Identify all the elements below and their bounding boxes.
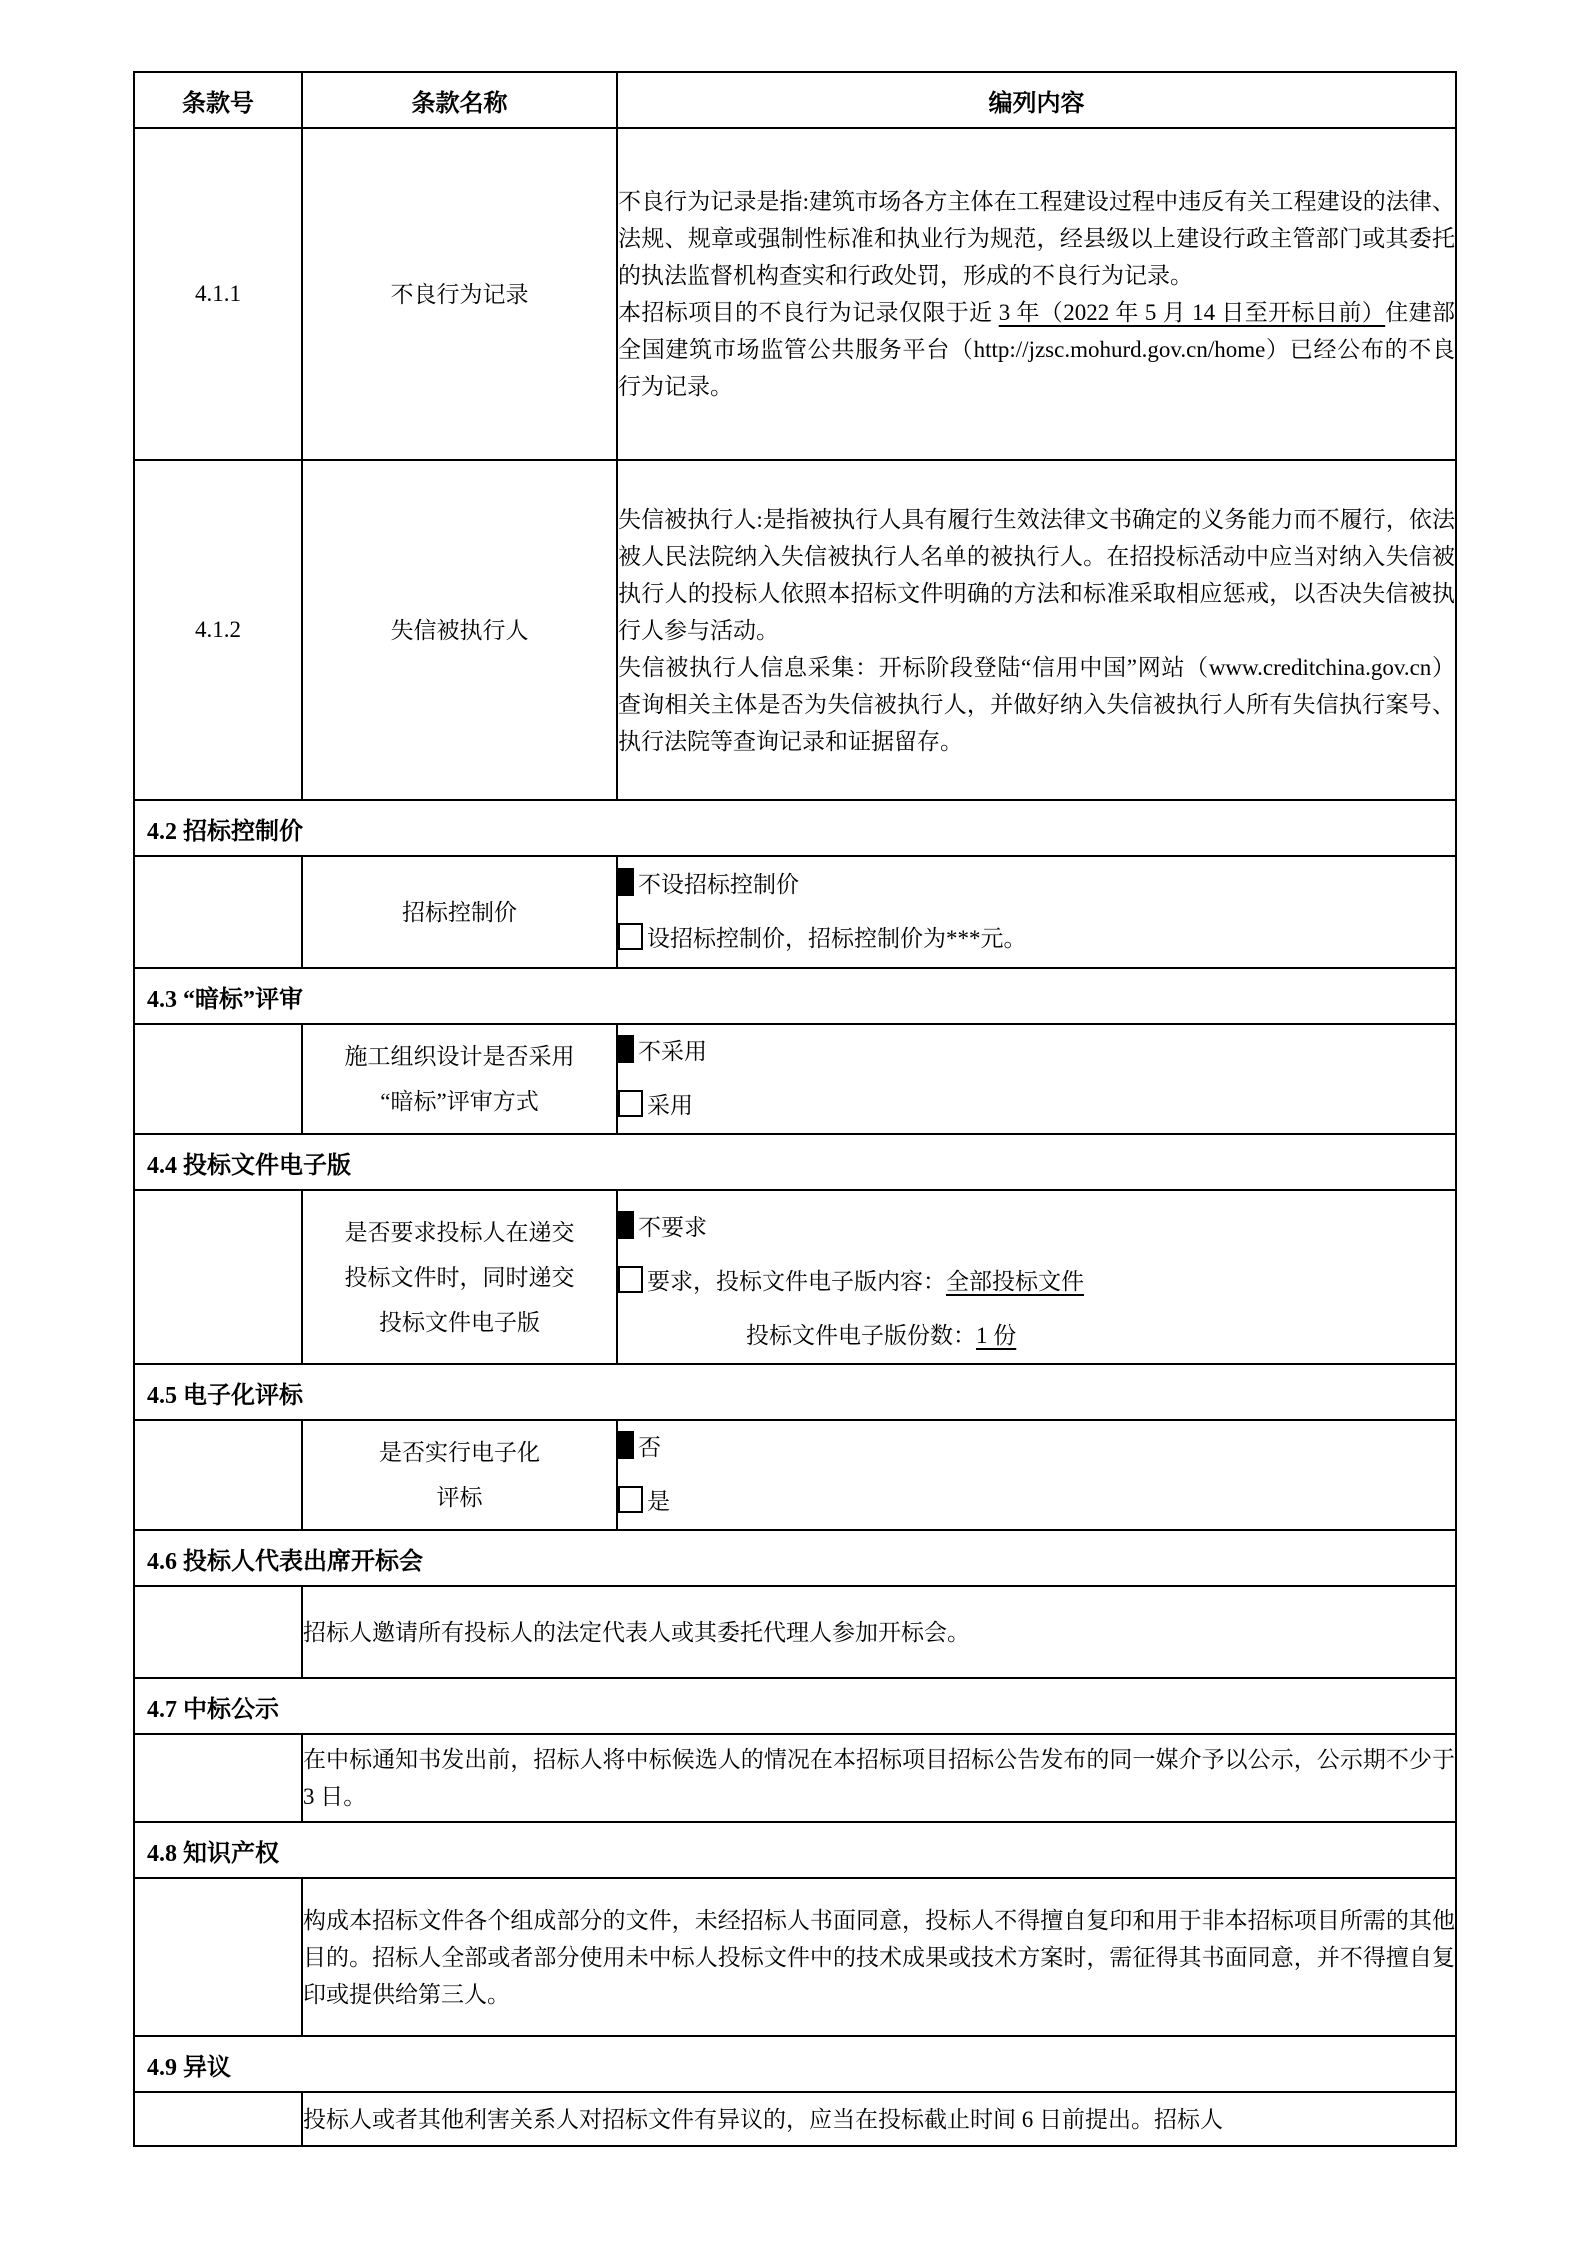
- row-4-1-1: [134, 128, 1456, 460]
- clause-name-line: “暗标”评审方式: [380, 1089, 539, 1114]
- clause-no-4-1-2: 4.1.2: [134, 460, 302, 800]
- option-line: [618, 1475, 1455, 1529]
- option-line: [618, 1255, 1455, 1309]
- clause-name-line: 投标文件电子版: [379, 1309, 540, 1335]
- clause-name-4-1-2: 失信被执行人: [302, 460, 617, 800]
- option-line: [618, 1201, 1455, 1255]
- clause-no-empty: [134, 1586, 302, 1678]
- clause-content-4-7: 在中标通知书发出前，招标人将中标候选人的情况在本招标项目招标公告发布的同一媒介予以公示，公示期不少于 3 日。: [302, 1734, 1456, 1822]
- option-label: 不要求: [638, 1215, 707, 1240]
- clause-name-4-1-1: 不良行为记录: [302, 128, 617, 460]
- option-label: 是: [647, 1489, 670, 1514]
- section-header-4-6: [134, 1530, 1456, 1586]
- section-header-4-9: [134, 2036, 1456, 2092]
- table-header-row: [134, 72, 1456, 128]
- section-title-4-9: 4.9 异议: [134, 2036, 1456, 2092]
- checkbox-icon: [618, 1211, 634, 1239]
- clause-content-4-3: [617, 1024, 1456, 1134]
- clause-name-line: 投标文件时，同时递交: [344, 1264, 575, 1290]
- row-4-3: [134, 1024, 1456, 1134]
- section-title-4-7: 4.7 中标公示: [134, 1678, 1456, 1734]
- checkbox-icon: [618, 1035, 634, 1063]
- option-line: [618, 912, 1455, 966]
- clause-content-4-2: [617, 856, 1456, 968]
- option-label: 采用: [647, 1093, 693, 1118]
- paragraph: 失信被执行人信息采集：开标阶段登陆“信用中国”网站（www.creditchina.gov.cn）查询相关主体是否为失信被执行人，并做好纳入失信被执行人所有失信执行案号、执行法院等查询记录和证据留存。: [618, 654, 1455, 754]
- clause-content-4-5: [617, 1420, 1456, 1530]
- option-label: 否: [638, 1435, 661, 1460]
- row-4-2: [134, 856, 1456, 968]
- option-label: 设招标控制价，招标控制价为***元。: [647, 926, 1027, 951]
- clause-no-empty: [134, 1024, 302, 1134]
- row-4-7: [134, 1734, 1456, 1822]
- clause-name-line: 招标控制价: [402, 899, 517, 925]
- clause-name-4-5: [302, 1420, 617, 1530]
- option-label: 不采用: [638, 1039, 707, 1064]
- clause-no-empty: [134, 1420, 302, 1530]
- section-header-4-7: [134, 1678, 1456, 1734]
- option-line: [618, 1025, 1455, 1079]
- section-title-4-4: 4.4 投标文件电子版: [134, 1134, 1456, 1190]
- clause-content-4-6: 招标人邀请所有投标人的法定代表人或其委托代理人参加开标会。: [302, 1586, 1456, 1678]
- header-clause-no: 条款号: [134, 72, 302, 128]
- clause-content-4-4: [617, 1190, 1456, 1364]
- clause-name-line: 是否实行电子化: [379, 1440, 540, 1465]
- section-title-4-6: 4.6 投标人代表出席开标会: [134, 1530, 1456, 1586]
- row-4-8: [134, 1878, 1456, 2036]
- clause-no-empty: [134, 1190, 302, 1364]
- row-4-9: [134, 2092, 1456, 2146]
- section-header-4-5: [134, 1364, 1456, 1420]
- paragraph: 本招标项目的不良行为记录仅限于近 3 年（2022 年 5 月 14 日至开标日前）住建部全国建筑市场监管公共服务平台（http://jzsc.mohurd.gov.cn/home）已经公布的不良行为记录。: [618, 300, 1456, 399]
- section-header-4-2: [134, 800, 1456, 856]
- section-title-4-8: 4.8 知识产权: [134, 1822, 1456, 1878]
- checkbox-icon: [618, 923, 643, 950]
- option-label: 要求，投标文件电子版内容：全部投标文件: [647, 1269, 1084, 1294]
- checkbox-icon: [618, 1090, 643, 1117]
- clause-no-empty: [134, 1878, 302, 2036]
- clause-name-4-3: [302, 1024, 617, 1134]
- checkbox-icon: [618, 1266, 643, 1293]
- section-title-4-3: 4.3 “暗标”评审: [134, 968, 1456, 1024]
- paragraph: 失信被执行人:是指被执行人具有履行生效法律文书确定的义务能力而不履行，依法被人民法院纳入失信被执行人名单的被执行人。在招投标活动中应当对纳入失信被执行人的投标人依照本招标文件明确的方法和标准采取相应惩戒，以否决失信被执行人参与活动。: [618, 506, 1455, 643]
- clause-content-4-1-2: [617, 460, 1456, 800]
- clause-no-4-1-1: 4.1.1: [134, 128, 302, 460]
- section-header-4-3: [134, 968, 1456, 1024]
- row-4-6: [134, 1586, 1456, 1678]
- option-line: [618, 1079, 1455, 1133]
- section-title-4-2: 4.2 招标控制价: [134, 800, 1456, 856]
- clause-no-empty: [134, 856, 302, 968]
- checkbox-icon: [618, 1431, 634, 1459]
- section-header-4-4: [134, 1134, 1456, 1190]
- section-header-4-8: [134, 1822, 1456, 1878]
- clause-name-line: 评标: [436, 1485, 483, 1510]
- option-line: [618, 858, 1455, 912]
- clause-name-line: 施工组织设计是否采用: [344, 1044, 575, 1069]
- checkbox-icon: [618, 1486, 643, 1513]
- header-content: 编列内容: [617, 72, 1456, 128]
- checkbox-icon: [618, 868, 634, 896]
- section-title-4-5: 4.5 电子化评标: [134, 1364, 1456, 1420]
- row-4-1-2: [134, 460, 1456, 800]
- option-line: [618, 1421, 1455, 1475]
- option-label: 投标文件电子版份数：1 份: [746, 1323, 1017, 1348]
- clause-no-empty: [134, 2092, 302, 2146]
- bid-clause-table: [133, 71, 1457, 2147]
- header-clause-name: 条款名称: [302, 72, 617, 128]
- clause-content-4-9: 投标人或者其他利害关系人对招标文件有异议的，应当在投标截止时间 6 日前提出。招标人: [302, 2092, 1456, 2146]
- paragraph: 不良行为记录是指:建筑市场各方主体在工程建设过程中违反有关工程建设的法律、法规、规章或强制性标准和执业行为规范，经县级以上建设行政主管部门或其委托的执法监督机构查实和行政处罚，形成的不良行为记录。: [618, 189, 1455, 288]
- clause-no-empty: [134, 1734, 302, 1822]
- clause-content-4-1-1: [617, 128, 1456, 460]
- clause-name-line: 是否要求投标人在递交: [344, 1219, 575, 1245]
- row-4-5: [134, 1420, 1456, 1530]
- option-line: [618, 1309, 1455, 1363]
- clause-content-4-8: 构成本招标文件各个组成部分的文件，未经招标人书面同意，投标人不得擅自复印和用于非本招标项目所需的其他目的。招标人全部或者部分使用未中标人投标文件中的技术成果或技术方案时，需征得其书面同意，并不得擅自复印或提供给第三人。: [302, 1878, 1456, 2036]
- clause-name-4-4: [302, 1190, 617, 1364]
- option-label: 不设招标控制价: [638, 872, 799, 897]
- row-4-4: [134, 1190, 1456, 1364]
- clause-name-4-2: [302, 856, 617, 968]
